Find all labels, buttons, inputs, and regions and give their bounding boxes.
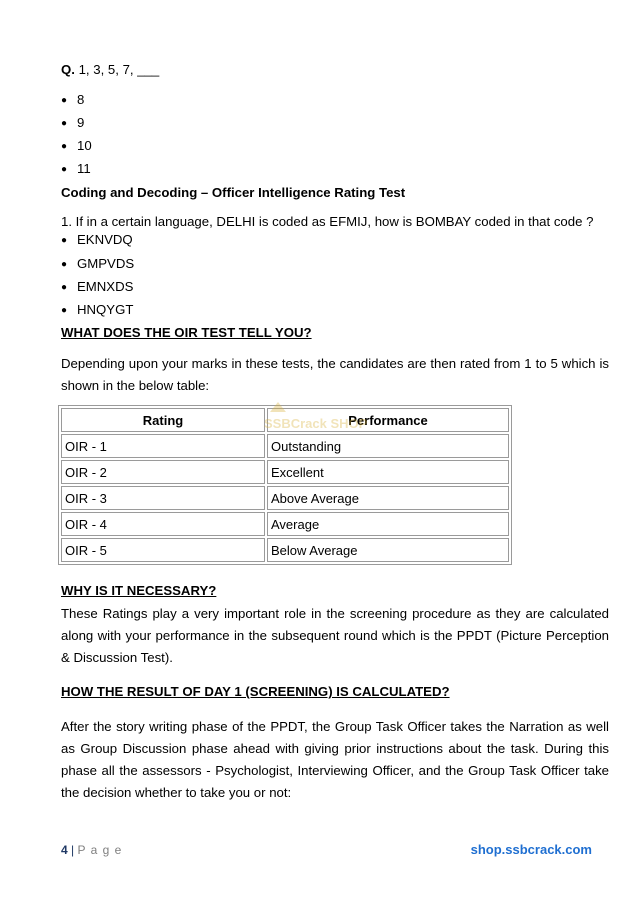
list-item: ● 10	[61, 138, 92, 153]
page-footer-number: 4 | P a g e	[61, 843, 123, 857]
bullet-icon: ●	[61, 141, 68, 152]
header-performance: Performance	[267, 408, 509, 432]
bullet-icon: ●	[61, 305, 68, 316]
table-header-row	[61, 408, 509, 432]
oir-heading: WHAT DOES THE OIR TEST TELL YOU?	[61, 325, 312, 340]
bullet-icon: ●	[61, 164, 68, 175]
table-row: OIR - 3 Above Average	[61, 486, 509, 510]
table-row: OIR - 2 Excellent	[61, 460, 509, 484]
question-text: 1, 3, 5, 7, ___	[74, 62, 160, 77]
svg-text:SSBCrack SHOP: SSBCrack SHOP	[264, 416, 368, 431]
list-item: ● 11	[61, 161, 91, 176]
result-heading: HOW THE RESULT OF DAY 1 (SCREENING) IS CALCULATED?	[61, 684, 450, 699]
list-item: ● HNQYGT	[61, 302, 134, 317]
list-item: ● EKNVDQ	[61, 232, 133, 247]
table-row: OIR - 1 Outstanding	[61, 434, 509, 458]
table-row: OIR - 5 Below Average	[61, 538, 509, 562]
bullet-icon: ●	[61, 259, 68, 270]
header-rating: Rating	[61, 408, 265, 432]
bullet-icon: ●	[61, 118, 68, 129]
list-item: ● 9	[61, 115, 85, 130]
question-line	[61, 62, 609, 78]
oir-rating-table	[58, 405, 512, 565]
footer-site-link[interactable]: shop.ssbcrack.com	[470, 842, 592, 857]
bullet-icon: ●	[61, 235, 68, 246]
question-prefix: Q.	[61, 62, 75, 77]
table-row: OIR - 4 Average	[61, 512, 509, 536]
oir-paragraph: Depending upon your marks in these tests, the candidates are then rated from 1 to 5 which is shown in the below table:	[61, 356, 609, 393]
bullet-icon: ●	[61, 282, 68, 293]
list-item: ● GMPVDS	[61, 256, 135, 271]
coding-heading: Coding and Decoding – Officer Intelligence Rating Test	[61, 185, 406, 200]
coding-question: 1. If in a certain language, DELHI is coded as EFMIJ, how is BOMBAY coded in that code ?	[61, 214, 594, 229]
necessary-paragraph: These Ratings play a very important role in the screening procedure as they are calculated along with your performance in the subsequent round which is the PPDT (Picture Perception & Discussion Test).	[61, 606, 609, 665]
result-paragraph: After the story writing phase of the PPDT, the Group Task Officer takes the Narration as well as Group Discussion phase ahead with giving prior instructions about the task. During this phase all the assessors - Psychologist, Interviewing Officer, and the Group Task Officer take the decision whether to take you or not:	[61, 719, 609, 800]
list-item: ● 8	[61, 92, 85, 107]
list-item: ● EMNXDS	[61, 279, 134, 294]
bullet-icon: ●	[61, 95, 68, 106]
necessary-heading: WHY IS IT NECESSARY?	[61, 583, 217, 598]
